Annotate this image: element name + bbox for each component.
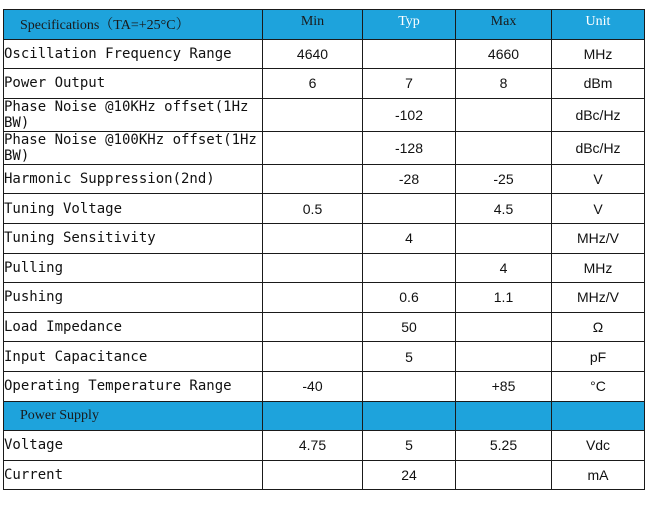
param-name: Pulling [4,253,263,283]
table-row [4,253,645,283]
param-max [456,460,552,490]
table-row [4,69,645,99]
param-typ: 7 [363,69,456,99]
param-max: +85 [456,371,552,401]
header-max: Max [456,10,552,40]
param-unit: MHz [552,39,645,69]
param-typ: -102 [363,98,456,131]
header-specifications: Specifications（TA=+25°C） [4,10,263,40]
table-row [4,223,645,253]
param-name: Tuning Voltage [4,194,263,224]
param-min: 4.75 [263,431,363,461]
param-typ: 5 [363,431,456,461]
table-row [4,371,645,401]
param-typ: 24 [363,460,456,490]
param-min: -40 [263,371,363,401]
table-row [4,131,645,164]
section-empty-cell [552,401,645,431]
table-row [4,431,645,461]
param-name: Input Capacitance [4,342,263,372]
header-unit: Unit [552,10,645,40]
param-unit: MHz [552,253,645,283]
param-min: 4640 [263,39,363,69]
param-unit: dBm [552,69,645,99]
param-max: 8 [456,69,552,99]
param-name: Pushing [4,283,263,313]
param-max [456,312,552,342]
param-typ: 0.6 [363,283,456,313]
param-unit: Vdc [552,431,645,461]
specifications-table [3,9,645,490]
param-typ [363,371,456,401]
param-max: 5.25 [456,431,552,461]
param-typ [363,194,456,224]
param-max: -25 [456,164,552,194]
param-max: 4660 [456,39,552,69]
param-unit: Ω [552,312,645,342]
table-row [4,39,645,69]
param-typ: 50 [363,312,456,342]
section-title-power-supply: Power Supply [4,401,263,431]
param-max [456,223,552,253]
param-name: Current [4,460,263,490]
param-unit: V [552,164,645,194]
param-min [263,342,363,372]
param-typ [363,253,456,283]
param-unit: dBc/Hz [552,98,645,131]
table-row [4,283,645,313]
section-empty-cell [263,401,363,431]
param-unit: V [552,194,645,224]
param-min: 0.5 [263,194,363,224]
param-unit: pF [552,342,645,372]
param-unit: mA [552,460,645,490]
param-typ: -128 [363,131,456,164]
section-empty-cell [456,401,552,431]
param-name: Load Impedance [4,312,263,342]
header-typ: Typ [363,10,456,40]
param-typ: 4 [363,223,456,253]
param-max [456,342,552,372]
param-min [263,283,363,313]
param-max: 4 [456,253,552,283]
param-unit: °C [552,371,645,401]
param-min: 6 [263,69,363,99]
param-name: Voltage [4,431,263,461]
table-row [4,460,645,490]
param-name: Phase Noise @10KHz offset(1Hz BW) [4,98,263,131]
param-typ: -28 [363,164,456,194]
param-min [263,164,363,194]
param-unit: MHz/V [552,283,645,313]
param-min [263,312,363,342]
param-name: Oscillation Frequency Range [4,39,263,69]
param-min [263,131,363,164]
param-unit: MHz/V [552,223,645,253]
table-row [4,164,645,194]
param-max: 4.5 [456,194,552,224]
param-name: Harmonic Suppression(2nd) [4,164,263,194]
param-min [263,223,363,253]
param-name: Power Output [4,69,263,99]
table-row [4,312,645,342]
param-min [263,98,363,131]
param-max [456,98,552,131]
power-supply-section-row [4,401,645,431]
param-max: 1.1 [456,283,552,313]
param-max [456,131,552,164]
header-min: Min [263,10,363,40]
param-typ: 5 [363,342,456,372]
table-row [4,194,645,224]
table-row [4,342,645,372]
table-header-row [4,10,645,40]
table-row [4,98,645,131]
section-empty-cell [363,401,456,431]
param-min [263,253,363,283]
param-name: Operating Temperature Range [4,371,263,401]
param-name: Tuning Sensitivity [4,223,263,253]
param-name: Phase Noise @100KHz offset(1Hz BW) [4,131,263,164]
param-unit: dBc/Hz [552,131,645,164]
param-min [263,460,363,490]
param-typ [363,39,456,69]
